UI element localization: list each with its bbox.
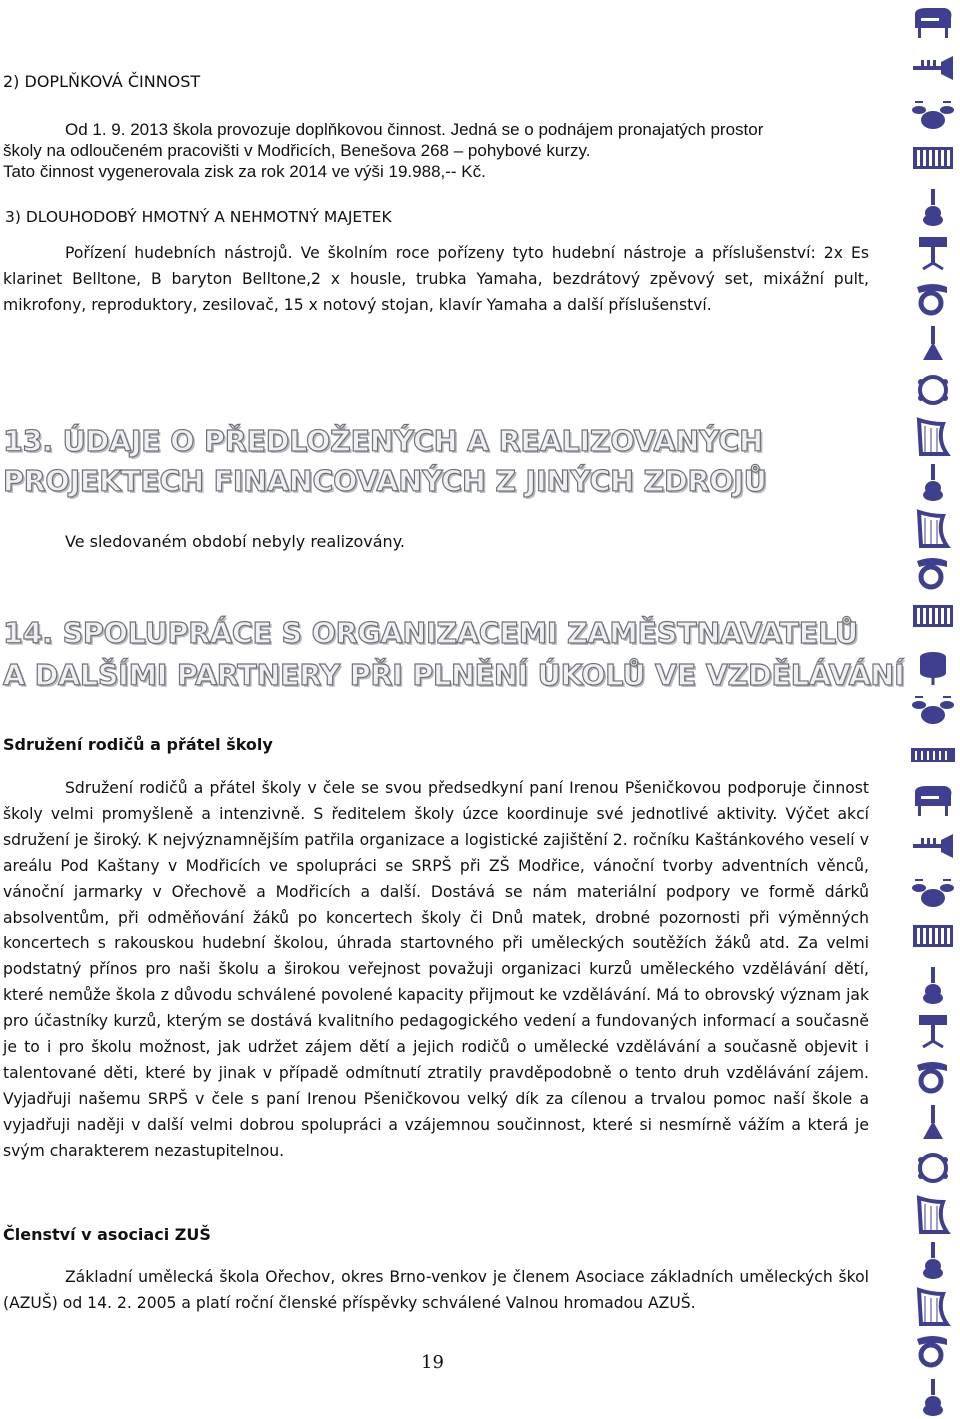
keyboard-icon bbox=[907, 736, 959, 776]
xylophone-icon bbox=[907, 919, 959, 959]
trumpet-icon bbox=[907, 50, 959, 90]
guitar-icon bbox=[907, 965, 959, 1005]
page-number: 19 bbox=[421, 1352, 444, 1373]
section-14-title-line-1: 14. SPOLUPRÁCE S ORGANIZACEMI ZAMĚSTNAVATELŮ bbox=[3, 617, 858, 650]
harp-icon bbox=[907, 416, 959, 456]
section-13-title-line-2: PROJEKTECH FINANCOVANÝCH Z JINÝCH ZDROJŮ bbox=[3, 465, 767, 498]
tambourine-icon bbox=[907, 370, 959, 410]
section-3-paragraph: Pořízení hudebních nástrojů. Ve školním roce pořízeny tyto hudební nástroje a příslušenství: 2x Es klarinet Belltone, B baryton Belltone,2 x housle, trubka Yamaha, bezdrátový zpěvový set, mixážní pult, mikrofony, reproduktory, zesilovač, 15 x notový stojan, klavír Yamaha a další příslušenství. bbox=[3, 244, 869, 314]
section-3-heading: 3) DLOUHODOBÝ HMOTNÝ A NEHMOTNÝ MAJETEK bbox=[5, 208, 392, 226]
drum-kit-icon bbox=[907, 874, 959, 914]
tuba-icon bbox=[907, 1331, 959, 1371]
section-13-text: Ve sledovaném období nebyly realizovány. bbox=[65, 532, 405, 551]
tuba-icon bbox=[907, 1057, 959, 1097]
guitar-icon bbox=[907, 462, 959, 502]
music-stand-icon bbox=[907, 1011, 959, 1051]
guitar-icon bbox=[907, 187, 959, 227]
drum-kit-icon bbox=[907, 691, 959, 731]
tuba-icon bbox=[907, 553, 959, 593]
section-2-line-2: školy na odloučeném pracovišti v Modřicích, Benešova 268 – pohybové kurzy. bbox=[3, 141, 591, 160]
trumpet-icon bbox=[907, 828, 959, 868]
subsection-heading-parents-association: Sdružení rodičů a přátel školy bbox=[3, 735, 273, 754]
instrument-sidebar bbox=[905, 0, 960, 1419]
grand-piano-icon bbox=[907, 4, 959, 44]
harp-icon bbox=[907, 1286, 959, 1326]
section-13-title-line-1: 13. ÚDAJE O PŘEDLOŽENÝCH A REALIZOVANÝCH bbox=[3, 425, 763, 458]
harp-icon bbox=[907, 508, 959, 548]
section-2-heading: 2) DOPLŇKOVÁ ČINNOST bbox=[3, 72, 201, 91]
electric-guitar-icon bbox=[907, 1103, 959, 1143]
guitar-icon bbox=[907, 1240, 959, 1280]
xylophone-icon bbox=[907, 599, 959, 639]
music-stand-icon bbox=[907, 233, 959, 273]
section-14-title-line-2: A DALŠÍMI PARTNERY PŘI PLNĚNÍ ÚKOLŮ VE VZDĚLÁVÁNÍ bbox=[3, 659, 905, 692]
azus-membership-paragraph: Základní umělecká škola Ořechov, okres Brno-venkov je členem Asociace základních uměleckých škol (AZUŠ) od 14. 2. 2005 a platí roční členské příspěvky schválené Valnou hromadou AZUŠ. bbox=[3, 1268, 869, 1312]
grand-piano-icon bbox=[907, 782, 959, 822]
electric-guitar-icon bbox=[907, 324, 959, 364]
xylophone-icon bbox=[907, 141, 959, 181]
drum-kit-icon bbox=[907, 96, 959, 136]
drum-icon bbox=[907, 645, 959, 685]
guitar-icon bbox=[907, 1377, 959, 1417]
section-2-line-1: Od 1. 9. 2013 škola provozuje doplňkovou činnost. Jedná se o podnájem pronajatých prostor bbox=[65, 120, 764, 139]
tuba-icon bbox=[907, 279, 959, 319]
tambourine-icon bbox=[907, 1148, 959, 1188]
section-2-line-3: Tato činnost vygenerovala zisk za rok 2014 ve výši 19.988,-- Kč. bbox=[3, 162, 486, 181]
parents-association-paragraph: Sdružení rodičů a přátel školy v čele se svou předsedkyní paní Irenou Pšeničkovou podporuje činnost školy velmi promyšleně a intenzivně. S ředitelem školy úzce koordinuje své jednotlivé aktivity. Výčet akcí sdružení je široký. K nejvýznamnějším patřila organizace a logistické zajištění 2. ročníku Kaštánkového veselí v areálu Pod Kaštany v Modřicích ve spolupráci se SRPŠ při ZŠ Modřice, vánoční tvorby adventních věnců, vánoční jarmarky v Ořechově a Modřicích a další. Dostává se nám materiální podpory ve formě dárků absolventům, při odměňování žáků po koncertech školy či Dnů matek, drobné pozornosti při výměnných koncertech s rakouskou hudební školou, úhrada startovného při uměleckých soutěžích žáků atd. Za velmi podstatný přínos pro naši školu a širokou veřejnost považuji organizaci kurzů uměleckého vzdělávání dětí, které nemůže škola z důvodu schválené povolené kapacity přijmout ke vzdělávání. Má to obrovský význam jak pro účastníky kurzů, kterým se dostává kvalitního pedagogického vedení a fundovaných informací a současně je to i pro školu možnost, jak udržet zájem dětí a jejich rodičů o umělecké vzdělávání a současně objevit i talentované děti, které by jinak v případě odmítnutí ztratily pravděpodobně o tento druh vzdělávání zájem. Vyjadřuji našemu SRPŠ v čele s paní Irenou Pšeničkovou velký dík za cílenou a trvalou pomoc naší škole a vyjadřuji naději v další velmi dobrou spolupráci a vzájemnou součinnost, které si nesmírně vážím a která je svým charakterem nezastupitelnou. bbox=[3, 779, 869, 1160]
harp-icon bbox=[907, 1194, 959, 1234]
subsection-heading-azus-membership: Členství v asociaci ZUŠ bbox=[3, 1225, 211, 1244]
